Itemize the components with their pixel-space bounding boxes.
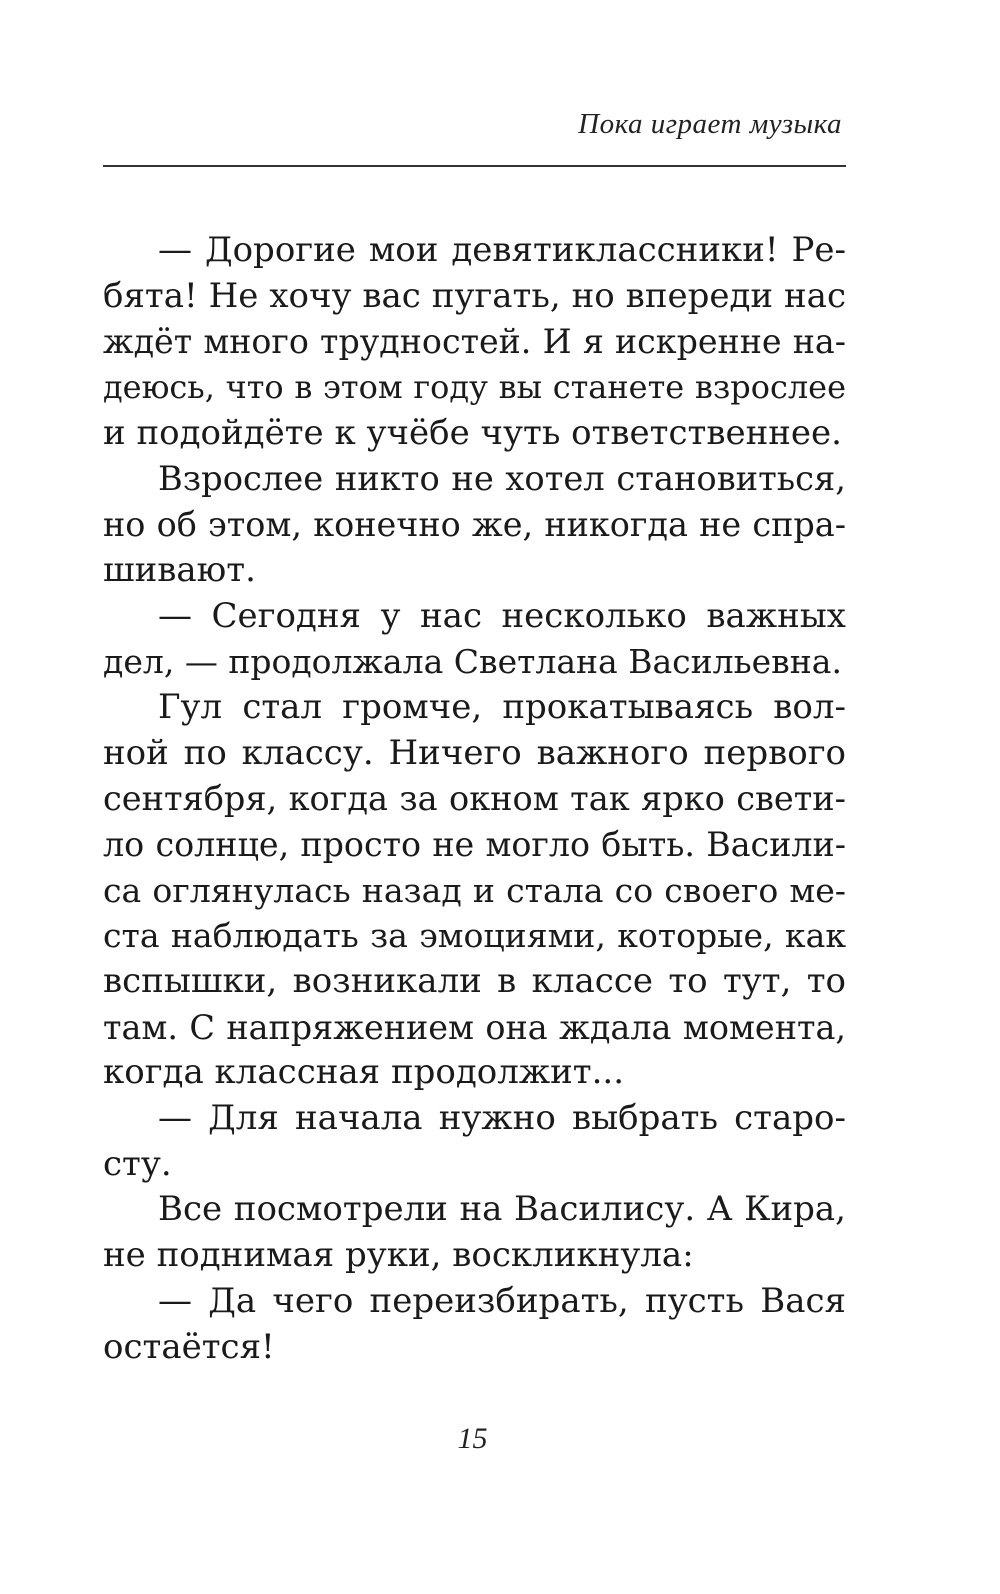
text-line: Все посмотрели на Василису. А Кира,: [158, 1189, 846, 1230]
text-line: там. С напряжением она ждала момента,: [103, 1007, 846, 1047]
text-line: бята! Не хочу вас пугать, но впереди нас: [103, 275, 846, 316]
page-number: 15: [457, 1422, 488, 1455]
text-line: не поднимая руки, воскликнула:: [103, 1235, 694, 1276]
text-line: Взрослее никто не хотел становиться,: [158, 459, 846, 499]
running-head-title: Пока играет музыка: [578, 108, 842, 140]
text-line: — Для начала нужно выбрать старо-: [158, 1098, 846, 1139]
text-line: ждёт много трудностей. И я искренне на-: [103, 322, 846, 362]
text-line: сту.: [103, 1143, 172, 1184]
text-line: и подойдёте к учёбе чуть ответственнее.: [103, 412, 842, 453]
header-divider: [103, 165, 846, 167]
text-line: вспышки, возникали в классе то тут, то: [103, 961, 846, 1001]
text-line: но об этом, конечно же, никогда не спра-: [103, 505, 846, 545]
body-text: [103, 228, 846, 1370]
text-line: ста наблюдать за эмоциями, которые, как: [103, 916, 846, 956]
text-line: сентября, когда за окном так ярко свети-: [103, 779, 846, 819]
text-line: — Да чего переизбирать, пусть Вася: [158, 1280, 846, 1321]
text-line: остаётся!: [103, 1326, 275, 1367]
text-line: са оглянулась назад и стала со своего ме-: [103, 870, 846, 910]
text-line: шивают.: [103, 549, 256, 590]
text-line: Гул стал громче, прокатываясь вол-: [158, 686, 846, 727]
text-line: когда классная продолжит...: [103, 1052, 625, 1093]
text-line: деюсь, что в этом году вы станете взрослее: [103, 368, 846, 407]
text-line: ной по классу. Ничего важного первого: [103, 732, 846, 773]
text-line: дел, — продолжала Светлана Васильевна.: [103, 642, 842, 682]
text-line: ло солнце, просто не могло быть. Васили-: [103, 824, 846, 864]
text-line: — Дорогие мои девятиклассники! Ре-: [158, 230, 846, 270]
text-line: — Сегодня у нас несколько важных: [158, 595, 846, 636]
